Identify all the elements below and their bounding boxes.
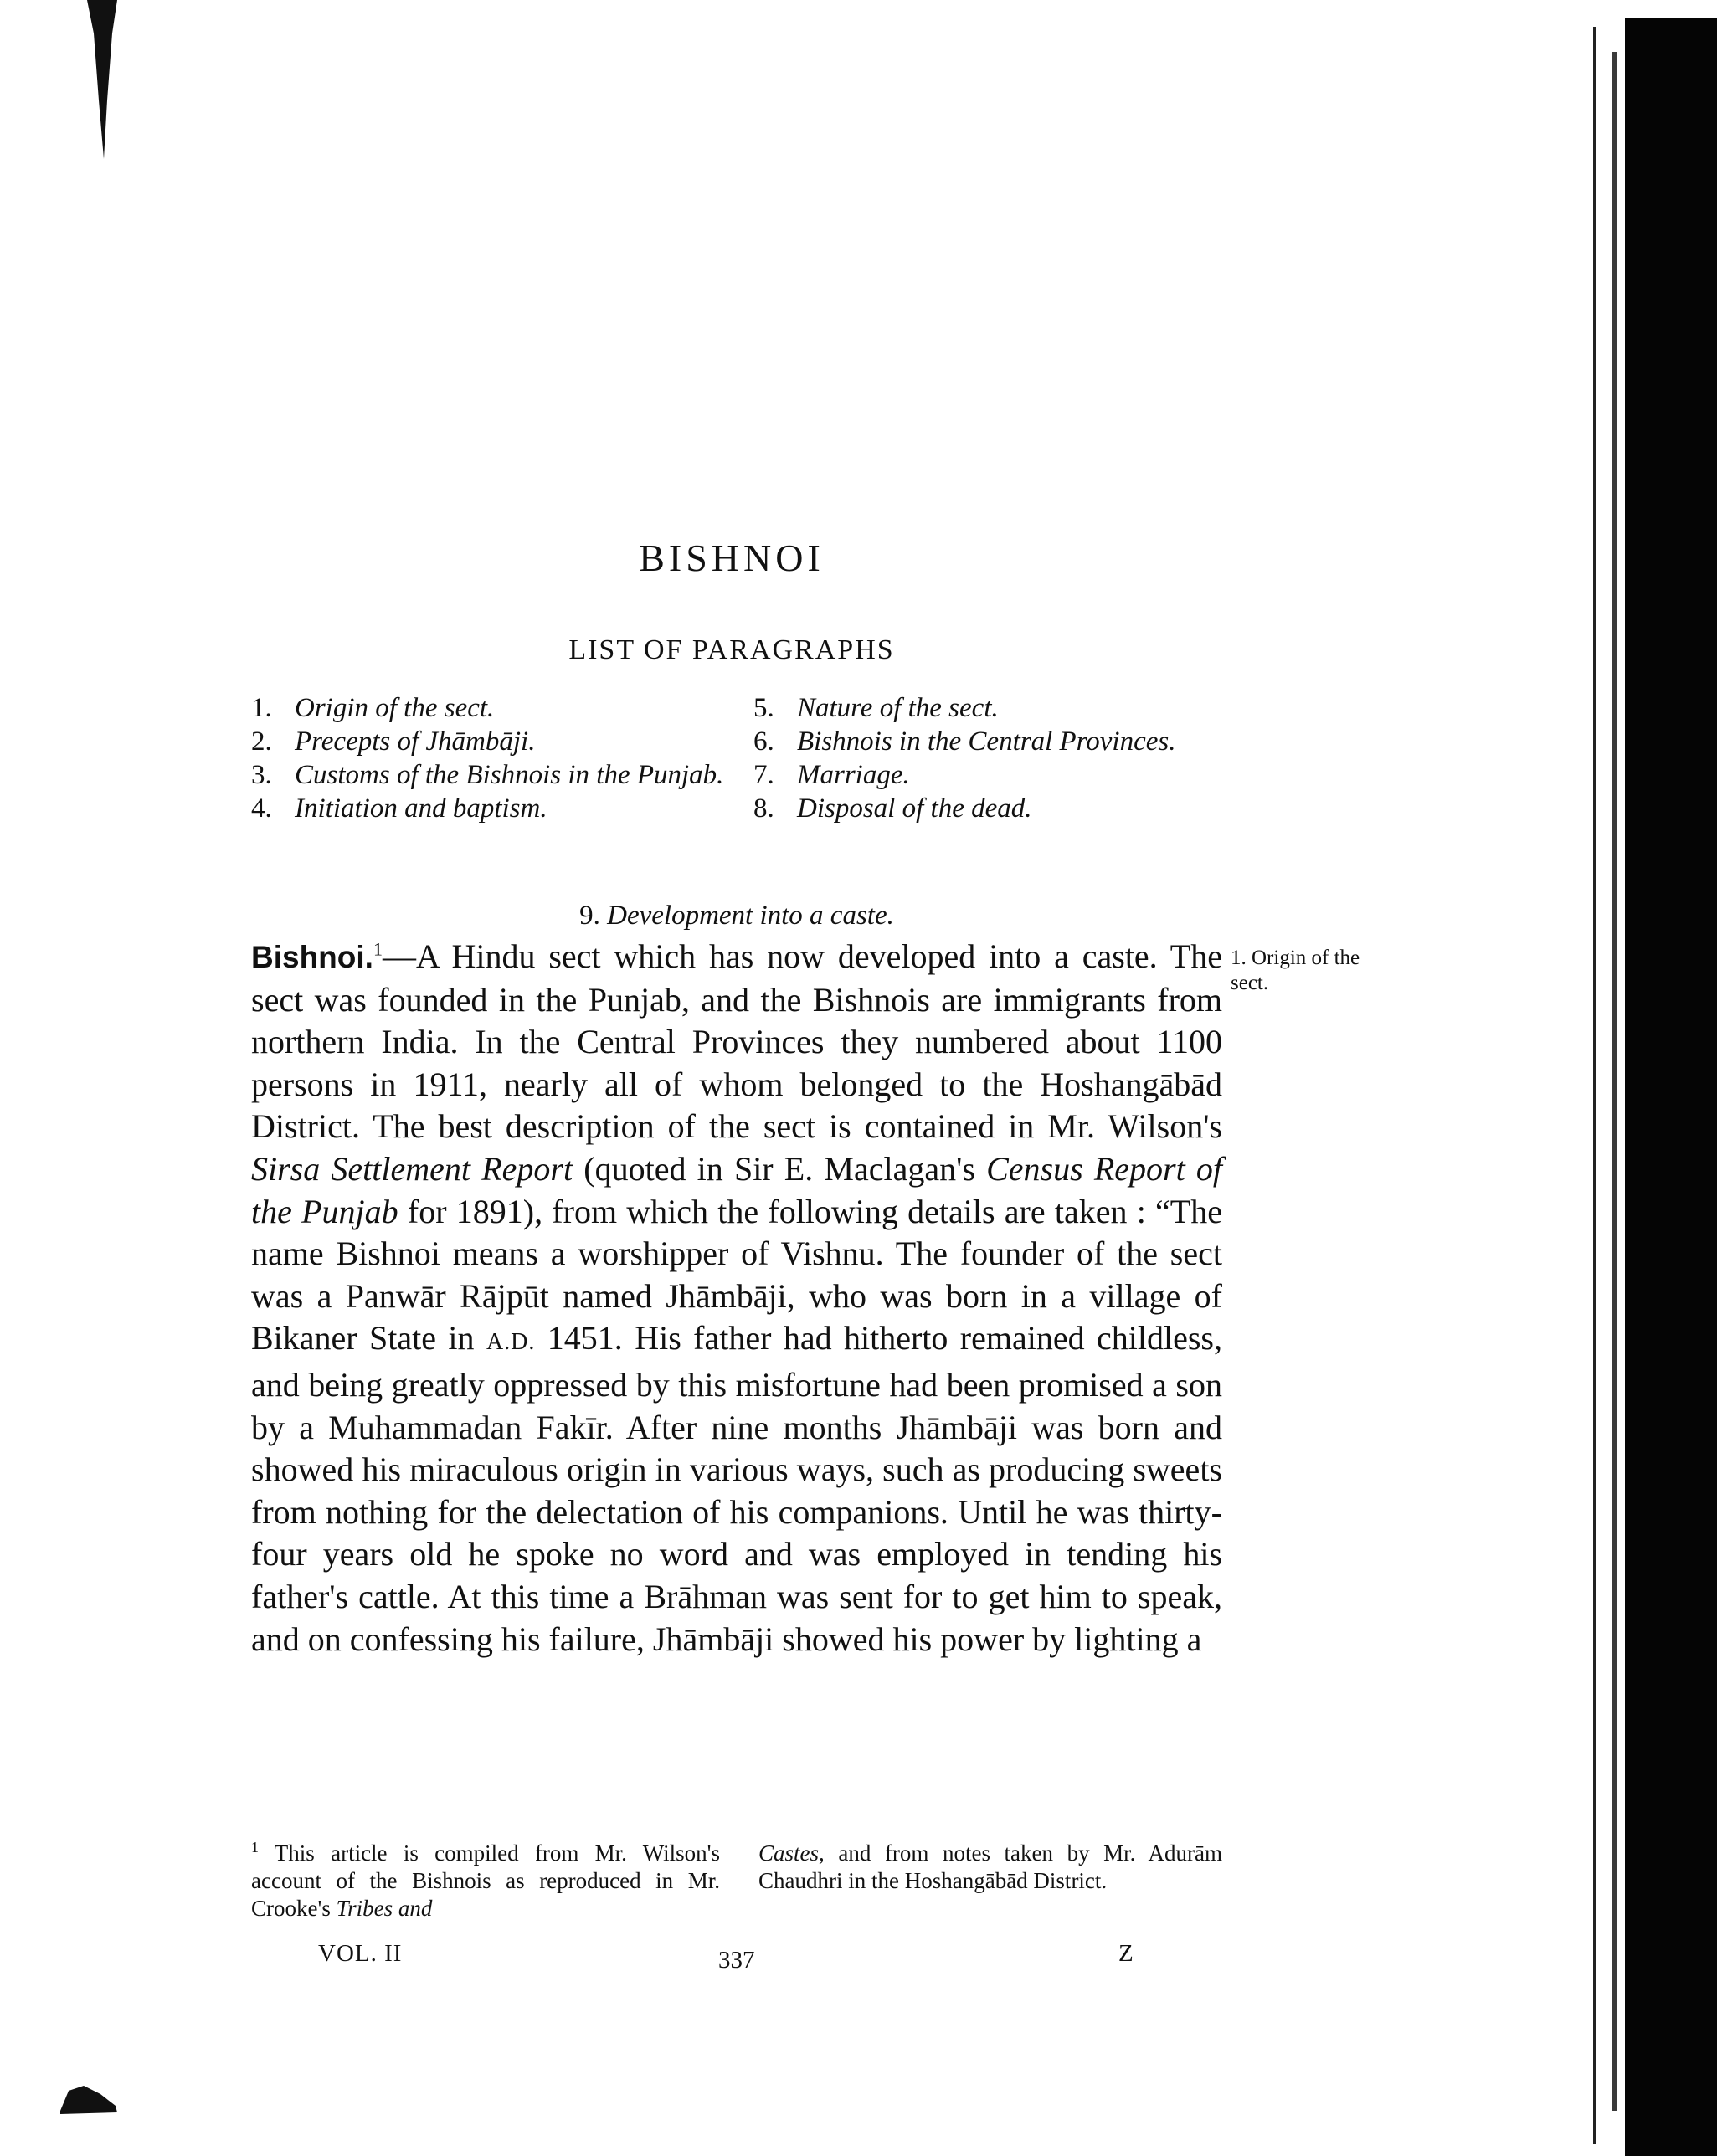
footnote-left-column: $^1$ This article is compiled from Mr. Wilson's account of the Bishnois as reproduced in Mr. Crooke's Tribes and bbox=[251, 1839, 720, 1921]
print-mark-top-icon bbox=[87, 0, 121, 167]
body-text-run: —A Hindu sect which has now developed into a caste. The sect was founded in the Punjab, and the Bishnois are immigrants from northern India. In the Central Provinces they numbered about 1100 persons in 1911, nearly all of whom belonged to the Hoshangābād District. The best description of the sect is contained in Mr. Wilson's bbox=[251, 937, 1222, 1146]
body-text-run: for 1891), from which the following details are taken : “The name Bishnoi means a worshipper of Vishnu. The founder of the sect was a Panwār Rājpūt named Jhāmbāji, who was born in a village of Bikaner State in bbox=[251, 1192, 1222, 1358]
paragraph-list-item: 2. Precepts of Jhāmbāji. bbox=[251, 726, 536, 757]
paragraph-list-item: 3. Customs of the Bishnois in the Punjab. bbox=[251, 760, 724, 790]
footnote-reference: 1 bbox=[373, 938, 383, 960]
paragraph-list-item: 9. Development into a caste. bbox=[579, 901, 894, 931]
paragraph-list-item: 7. Marriage. bbox=[753, 760, 910, 790]
article-body bbox=[251, 936, 1222, 1661]
marginal-note: 1. Origin of the sect. bbox=[1231, 947, 1360, 994]
volume-label: VOL. II bbox=[318, 1940, 403, 1967]
body-text-run: 1451. His father had hitherto remained childless, and being greatly oppressed by this misfortune had been promised a son by a Muhammadan Fakīr. After nine months Jhāmbāji was born and showed his miraculous origin in various ways, such as producing sweets from nothing for the delectation of his companions. Until he was thirty-four years old he spoke no word and was employed in tending his father's cattle. At this time a Brāhman was sent for to get him to speak, and on confessing his failure, Jhāmbāji showed his power by lighting a bbox=[251, 1319, 1222, 1658]
paragraph-list-item: 5. Nature of the sect. bbox=[753, 693, 999, 723]
signature-mark: Z bbox=[1118, 1940, 1134, 1967]
paragraph-list-item: 1. Origin of the sect. bbox=[251, 693, 495, 723]
page-binding-edge bbox=[1625, 18, 1717, 2156]
body-text-run: (quoted in Sir E. Maclagan's bbox=[573, 1149, 987, 1188]
paragraph-list-left-column bbox=[251, 691, 745, 825]
page-number: 337 bbox=[718, 1947, 755, 1974]
print-mark-bottom-icon bbox=[60, 2086, 119, 2116]
paragraph-list-item: 4. Initiation and baptism. bbox=[251, 793, 547, 824]
list-heading: LIST OF PARAGRAPHS bbox=[568, 634, 895, 665]
paragraph-list-item: 8. Disposal of the dead. bbox=[753, 793, 1032, 824]
book-title: Sirsa Settlement Report bbox=[251, 1149, 573, 1188]
footnote-right-column: Castes, and from notes taken by Mr. Adurām Chaudhri in the Hoshangābād District. bbox=[758, 1840, 1222, 1893]
era-abbreviation: A.D. bbox=[486, 1329, 536, 1356]
paragraph-list-right-column bbox=[753, 691, 1231, 825]
book-title: Census Report of the Punjab bbox=[251, 1149, 1223, 1230]
page-title: BISHNOI bbox=[639, 536, 825, 579]
paragraph-list-item: 6. Bishnois in the Central Provinces. bbox=[753, 726, 1176, 757]
entry-headword: Bishnoi. bbox=[251, 940, 373, 974]
